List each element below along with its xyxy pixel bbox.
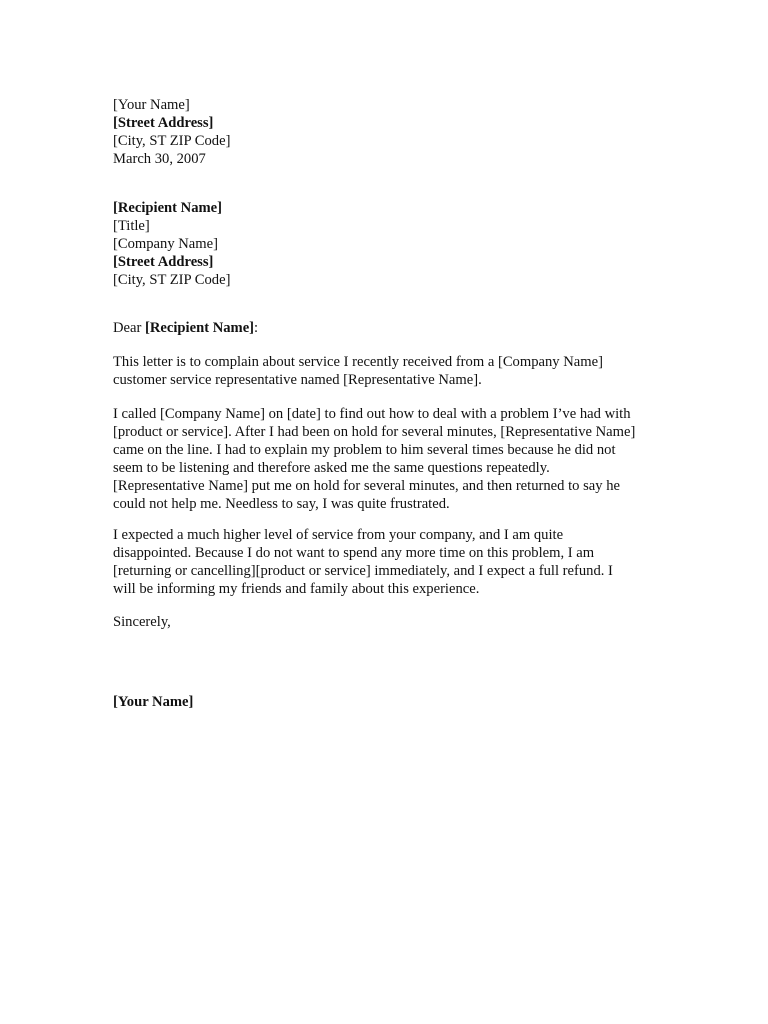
closing-text: Sincerely, <box>113 614 171 630</box>
paragraph-line: seem to be listening and therefore asked me the same questions repeatedly. <box>113 460 550 476</box>
salutation-prefix: Dear <box>113 320 146 336</box>
recipient-title: [Title] <box>113 218 150 234</box>
body-paragraph-2 <box>113 405 673 513</box>
recipient-address-block <box>113 199 673 289</box>
sender-street: [Street Address] <box>113 115 214 131</box>
paragraph-line: came on the line. I had to explain my problem to him several times because he did not <box>113 442 616 458</box>
paragraph-line: could not help me. Needless to say, I was quite frustrated. <box>113 496 450 512</box>
recipient-name: [Recipient Name] <box>113 200 223 216</box>
closing <box>113 613 673 631</box>
salutation <box>113 319 673 337</box>
body-paragraph-1 <box>113 353 673 389</box>
paragraph-line: customer service representative named [Representative Name]. <box>113 372 482 388</box>
paragraph-line: will be informing my friends and family about this experience. <box>113 581 480 597</box>
paragraph-line: This letter is to complain about service I recently received from a [Company Name] <box>113 354 603 370</box>
recipient-company: [Company Name] <box>113 236 218 252</box>
salutation-suffix: : <box>254 320 259 336</box>
paragraph-line: I called [Company Name] on [date] to find out how to deal with a problem I’ve had with <box>113 406 631 422</box>
paragraph-line: [Representative Name] put me on hold for several minutes, and then returned to say he <box>113 478 620 494</box>
signature-name: [Your Name] <box>113 694 194 710</box>
sender-city: [City, ST ZIP Code] <box>113 133 231 149</box>
paragraph-line: [product or service]. After I had been on hold for several minutes, [Representative Name] <box>113 424 636 440</box>
letter-date: March 30, 2007 <box>113 151 206 167</box>
recipient-street: [Street Address] <box>113 254 214 270</box>
recipient-city: [City, ST ZIP Code] <box>113 272 231 288</box>
body-paragraph-3 <box>113 526 673 598</box>
paragraph-line: I expected a much higher level of service from your company, and I am quite <box>113 527 564 543</box>
signature <box>113 693 673 711</box>
paragraph-line: disappointed. Because I do not want to spend any more time on this problem, I am <box>113 545 595 561</box>
sender-name: [Your Name] <box>113 97 190 113</box>
salutation-name: [Recipient Name] <box>145 320 255 336</box>
salutation-line <box>113 319 673 337</box>
paragraph-line: [returning or cancelling][product or service] immediately, and I expect a full refund. I <box>113 563 613 579</box>
sender-address-block <box>113 96 673 168</box>
